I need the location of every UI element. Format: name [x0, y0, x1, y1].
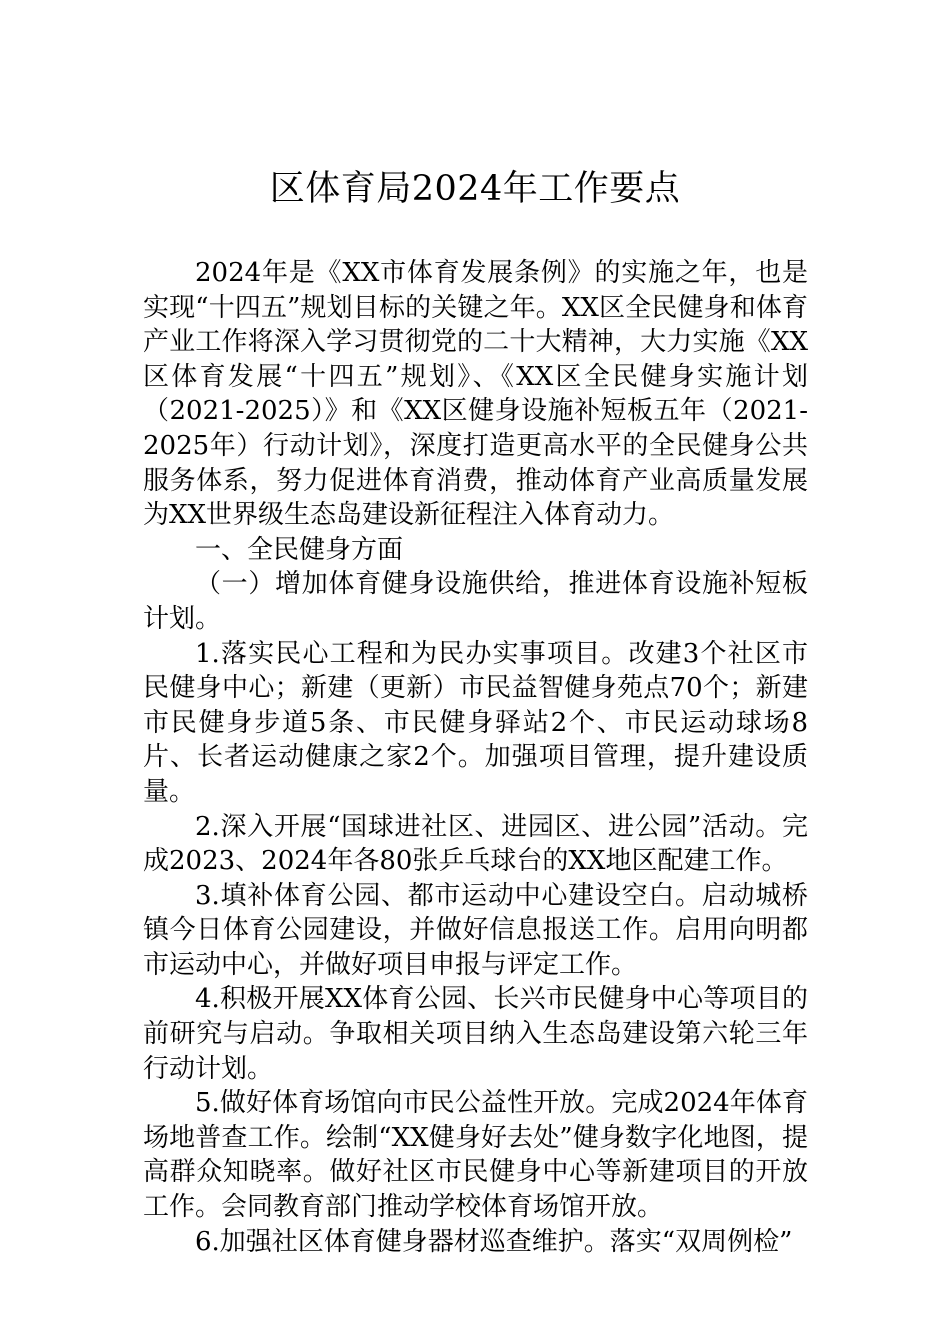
list-item: 5.做好体育场馆向市民公益性开放。完成2024年体育场地普查工作。绘制“XX健身好去处”健身数字化地图，提高群众知晓率。做好社区市民健身中心等新建项目的开放工作。会同教育部门推动学校体育场馆开放。 [143, 1088, 808, 1223]
document-title: 区体育局2024年工作要点 [269, 169, 681, 209]
list-item: 2.深入开展“国球进社区、进园区、进公园”活动。完成2023、2024年各80张乒乓球台的XX地区配建工作。 [143, 811, 808, 877]
paragraph-intro: 2024年是《XX市体育发展条例》的实施之年，也是实现“十四五”规划目标的关键之年。XX区全民健身和体育产业工作将深入学习贯彻党的二十大精神，大力实施《XX区体育发展“十四五”规划》、《XX区全民健身实施计划（2021-2025）》和《XX区健身设施补短板五年（2021-2025年）行动计划》，深度打造更高水平的全民健身公共服务体系，努力促进体育消费，推动体育产业高质量发展为XX世界级生态岛建设新征程注入体育动力。 [143, 258, 808, 531]
section-heading: 一、全民健身方面 [195, 534, 404, 565]
document-body [143, 256, 808, 1259]
list-item: 1.落实民心工程和为民办实事项目。改建3个社区市民健身中心；新建（更新）市民益智健身苑点70个；新建市民健身步道5条、市民健身驿站2个、市民运动球场8片、长者运动健康之家2个。加强项目管理，提升建设质量。 [143, 638, 808, 807]
subsection-heading: （一）增加体育健身设施供给，推进体育设施补短板计划。 [143, 569, 808, 634]
list-item: 4.积极开展XX体育公园、长兴市民健身中心等项目的前研究与启动。争取相关项目纳入生态岛建设第六轮三年行动计划。 [143, 984, 808, 1084]
list-item: 6.加强社区体育健身器材巡查维护。落实“双周例检” [195, 1226, 793, 1257]
list-item: 3.填补体育公园、都市运动中心建设空白。启动城桥镇今日体育公园建设，并做好信息报送工作。启用向明都市运动中心，并做好项目申报与评定工作。 [143, 880, 808, 980]
